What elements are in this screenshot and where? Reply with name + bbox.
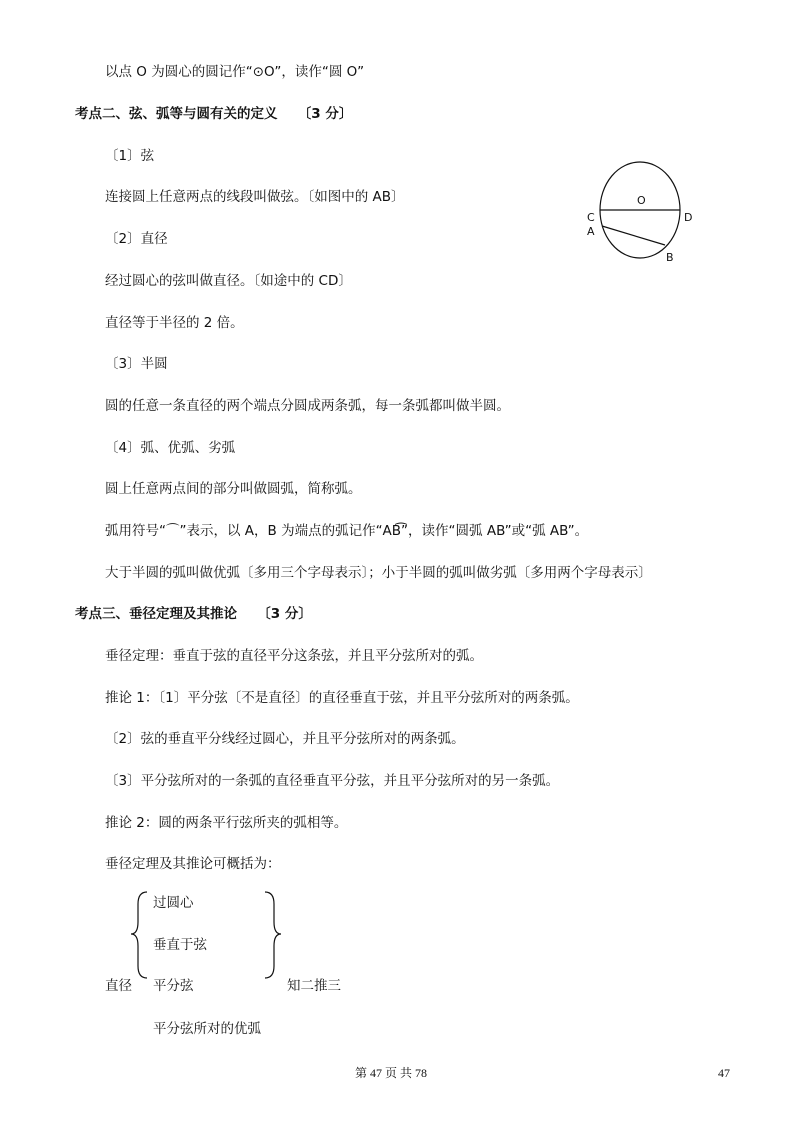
subheading-diameter: 〔2〕直径 [105,231,168,247]
left-brace [130,890,160,980]
right-brace [262,890,292,980]
subheading-chord: 〔1〕弦 [105,148,155,164]
footer-page-info: 第 47 页 共 78 [355,1066,428,1080]
subheading-arcs: 〔4〕弧、优弧、劣弧 [105,440,236,456]
label-b: B [666,251,674,264]
summary-item-perpendicular: 垂直于弦 [153,937,207,953]
section-heading-2: 考点二、弦、弧等与圆有关的定义 〔3 分〕 [75,106,353,122]
text-diameter-radius: 直径等于半径的 2 倍。 [105,315,244,331]
text-summary-intro: 垂径定理及其推论可概括为： [105,856,281,872]
label-a: A [587,225,595,238]
summary-left-label: 直径 [105,978,132,994]
chord-ab [602,226,665,245]
summary-right-label: 知二推三 [287,978,341,994]
text-corollary-1-2: 〔2〕弦的垂直平分线经过圆心，并且平分弦所对的两条弧。 [105,731,465,747]
text-arc-definition: 圆上任意两点间的部分叫做圆弧，简称弧。 [105,481,362,497]
summary-item-bisect-chord: 平分弦 [153,978,194,994]
footer-page-number: 47 [718,1066,730,1080]
text-chord-definition: 连接圆上任意两点的线段叫做弦。〔如图中的 AB〕 [105,189,405,205]
label-d: D [684,211,693,224]
text-corollary-2: 推论 2：圆的两条平行弦所夹的弧相等。 [105,815,348,831]
text-corollary-1-3: 〔3〕平分弦所对的一条弧的直径垂直平分弦，并且平分弦所对的另一条弧。 [105,773,560,789]
text-semicircle-definition: 圆的任意一条直径的两个端点分圆成两条弧，每一条弧都叫做半圆。 [105,398,510,414]
subheading-semicircle: 〔3〕半圆 [105,356,168,372]
text-perpendicular-theorem: 垂径定理：垂直于弦的直径平分这条弦，并且平分弦所对的弧。 [105,648,483,664]
section-heading-3: 考点三、垂径定理及其推论 〔3 分〕 [75,606,312,622]
label-c: C [587,211,595,224]
summary-item-through-center: 过圆心 [153,895,194,911]
text-major-minor-arc: 大于半圆的弧叫做优弧〔多用三个字母表示〕；小于半圆的弧叫做劣弧〔多用两个字母表示〕 [105,565,652,581]
label-o: O [637,194,646,207]
text-diameter-definition: 经过圆心的弦叫做直径。〔如途中的 CD〕 [105,273,352,289]
text-corollary-1-1: 推论 1：〔1〕平分弦〔不是直径〕的直径垂直于弦，并且平分弦所对的两条弧。 [105,690,579,706]
circle-figure [580,155,700,270]
text-circle-notation: 以点 O 为圆心的圆记作“⊙O”，读作“圆 O” [105,64,365,80]
summary-item-bisect-major-arc: 平分弦所对的优弧 [153,1021,261,1037]
text-arc-notation: 弧用符号“⌒”表示，以 A，B 为端点的弧记作“AB͡”，读作“圆弧 AB”或“弧 AB”。 [105,523,589,539]
